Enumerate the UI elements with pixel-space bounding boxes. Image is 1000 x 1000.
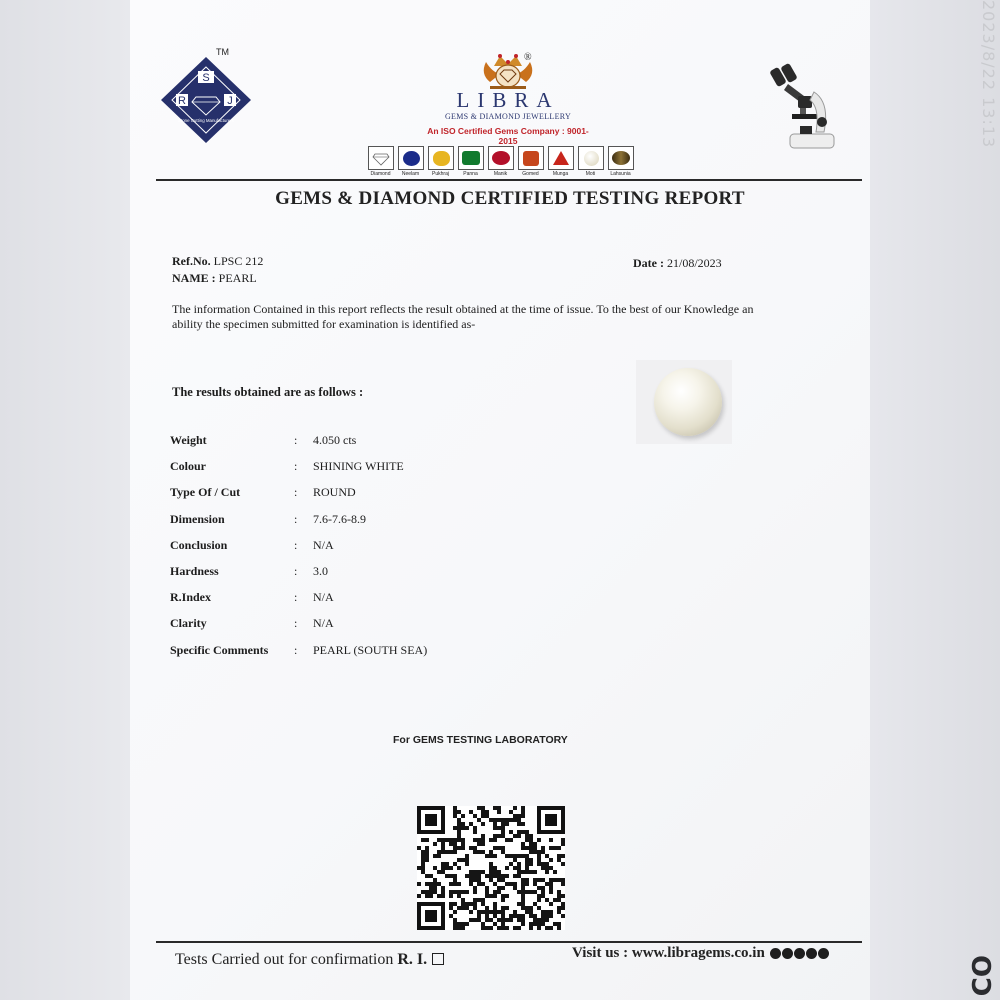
lahsunia-stone-icon (612, 151, 630, 165)
pukhraj-stone-icon (433, 151, 450, 166)
website-link[interactable]: Visit us : www.libragems.co.in (572, 945, 765, 961)
gem-neelam: Neelam (398, 146, 423, 177)
gem-moti: Moti (578, 146, 603, 177)
libra-crest-icon (460, 52, 556, 92)
facebook-icon[interactable] (770, 948, 781, 959)
srj-letter-j: J (227, 95, 233, 107)
footer-visit (572, 945, 829, 962)
name-value: PEARL (218, 271, 257, 285)
results-heading: The results obtained are as follows : (172, 385, 364, 399)
ref-label: Ref.No. (172, 254, 211, 268)
gem-panna: Panna (458, 146, 483, 177)
panna-stone-icon (462, 151, 480, 165)
gem-munga: Munga (548, 146, 573, 177)
reference-block (172, 253, 263, 287)
report-title: GEMS & DIAMOND CERTIFIED TESTING REPORT (275, 188, 745, 209)
intro-paragraph: The information Contained in this report reflects the result obtained at the time of issue. To the best of our Knowledge an ability the specimen submitted for examination is identified as- (172, 302, 754, 331)
tests-text: Tests Carried out for confirmation (175, 951, 394, 968)
background-right (870, 0, 1000, 1000)
name-label: NAME : (172, 271, 216, 285)
munga-stone-icon (552, 150, 570, 166)
manik-stone-icon (492, 151, 510, 165)
pearl-photo (636, 360, 732, 444)
instagram-icon[interactable] (782, 948, 793, 959)
registered-mark: ® (524, 52, 532, 63)
neelam-stone-icon (403, 151, 420, 166)
background-left (0, 0, 130, 1000)
pearl-image (654, 368, 722, 436)
youtube-icon[interactable] (806, 948, 817, 959)
footer-divider (156, 941, 862, 943)
srj-logo (158, 55, 254, 145)
srj-tagline: Stone Cutting Manufacturers (178, 118, 234, 123)
header-divider (156, 179, 862, 181)
libra-subtitle: GEMS & DIAMOND JEWELLERY (444, 112, 572, 121)
lab-signature-label: For GEMS TESTING LABORATORY (393, 734, 568, 746)
srj-letter-r: R (178, 95, 186, 107)
gem-gomed: Gomed (518, 146, 543, 177)
gomed-stone-icon (523, 151, 539, 166)
gem-lahsunia: Lahsunia (608, 146, 633, 177)
ref-value: LPSC 212 (213, 254, 264, 268)
gem-manik: Manik (488, 146, 513, 177)
footer-tests (175, 951, 444, 969)
gemstone-row (368, 146, 633, 177)
date-label: Date : (633, 256, 664, 270)
trademark-mark: TM (216, 47, 229, 57)
microscope-icon (770, 62, 846, 154)
libra-logo (418, 52, 598, 146)
whatsapp-icon[interactable] (794, 948, 805, 959)
ri-label: R. I. (397, 951, 428, 968)
iso-certification: An ISO Certified Gems Company : 9001-2015 (427, 126, 589, 146)
gem-pukhraj: Pukhraj (428, 146, 453, 177)
date-value: 21/08/2023 (666, 256, 722, 270)
moti-stone-icon (584, 151, 599, 166)
corner-watermark: CO (968, 954, 998, 996)
datetime-watermark: 2023/8/22 13:13 (979, 0, 998, 149)
checkbox-icon (432, 953, 444, 965)
date-block (633, 256, 722, 271)
diamond-icon (372, 150, 390, 166)
gem-diamond: Diamond (368, 146, 393, 177)
libra-name: LIBRA (456, 88, 560, 112)
srj-letter-s: S (202, 72, 210, 84)
pinterest-icon[interactable] (818, 948, 829, 959)
qr-code[interactable] (417, 806, 565, 930)
